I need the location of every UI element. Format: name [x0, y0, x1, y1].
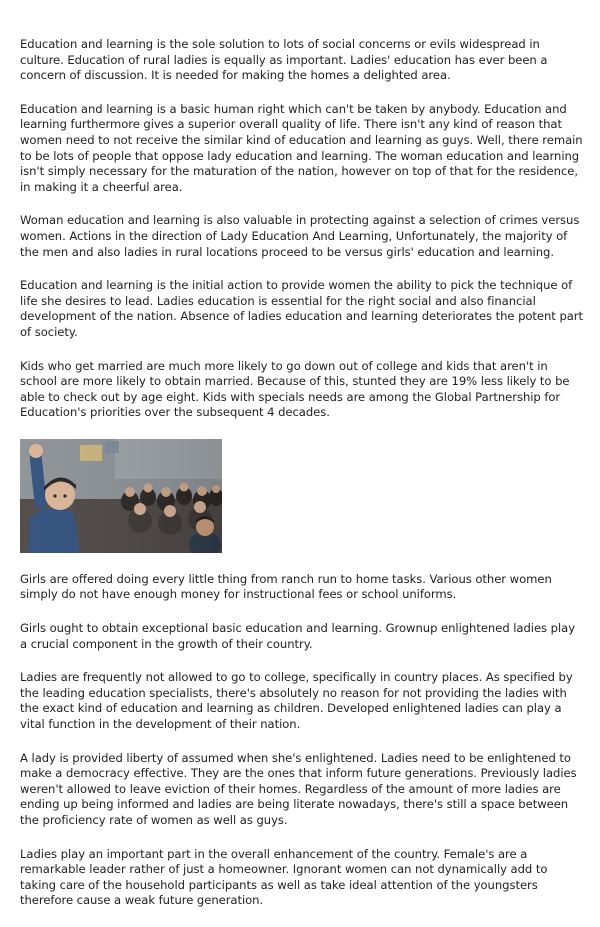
paragraph: Ladies are frequently not allowed to go to college, specifically in country places. As specified by the leading education specialists, there's absolutely no reason for not providing the ladies with the exact kind of education and learning as children. Developed enlightened ladies can play a vital function in the development of their nation. — [20, 670, 573, 732]
paragraph: Education and learning is a basic human right which can't be taken by anybody. Education and learning furthermore gives a superior overall quality of life. There isn't any kind of reason that women need to not receive the similar kind of education and learning as guys. Well, there remain to be lots of people that oppose lady education and learning. The woman education and learning isn't simply necessary for the maturation of the nation, however on top of that for the residence, in making it a cheerful area. — [20, 101, 583, 194]
classroom-photo — [20, 439, 222, 553]
paragraph: Girls are offered doing every little thing from ranch run to home tasks. Various other women simply do not have enough money for instructional fees or school uniforms. — [20, 571, 552, 602]
paragraph: Education and learning is the sole solution to lots of social concerns or evils widespread in culture. Education of rural ladies is equally as important. Ladies' education has ever been a concern of discussion. It is needed for making the homes a delighted area. — [20, 37, 548, 83]
paragraph: Girls ought to obtain exceptional basic education and learning. Grownup enlightened ladies play a crucial component in the growth of their country. — [20, 621, 576, 651]
paragraph: Woman education and learning is also valuable in protecting against a selection of crimes versus women. Actions in the direction of Lady Education And Learning, Unfortunately, the majority of the men and also ladies in rural locations proceed to be versus girls' education and learning. — [20, 213, 580, 259]
classroom-photo-illustration — [20, 439, 222, 553]
article-body — [20, 37, 585, 927]
paragraph: A lady is provided liberty of assumed when she's enlightened. Ladies need to be enlightened to make a democracy effective. They are the ones that inform future generations. Previously ladies weren't allowed to leave eviction of their homes. Regardless of the amount of more ladies are ending up being informed and ladies are being literate nowadays, there's still a space between the proficiency rate of women as well as guys. — [20, 750, 577, 827]
paragraph: Education and learning is the initial action to provide women the ability to pick the technique of life she desires to lead. Ladies education is essential for the right social and also financial development of the nation. Absence of ladies education and learning deteriorates the potent part of society. — [20, 278, 584, 339]
paragraph: Kids who get married are much more likely to go down out of college and kids that aren't in school are more likely to obtain married. Because of this, stunted they are 19% less likely to be able to check out by age eight. Kids with specials needs are among the Global Partnership for Education's priorities over the subsequent 4 decades. — [20, 358, 570, 420]
paragraph: Ladies play an important part in the overall enhancement of the country. Female's are a remarkable leader rather of just a homeowner. Ignorant women can not dynamically add to taking care of the household participants as well as take ideal attention of the youngsters therefore cause a weak future generation. — [20, 846, 548, 908]
